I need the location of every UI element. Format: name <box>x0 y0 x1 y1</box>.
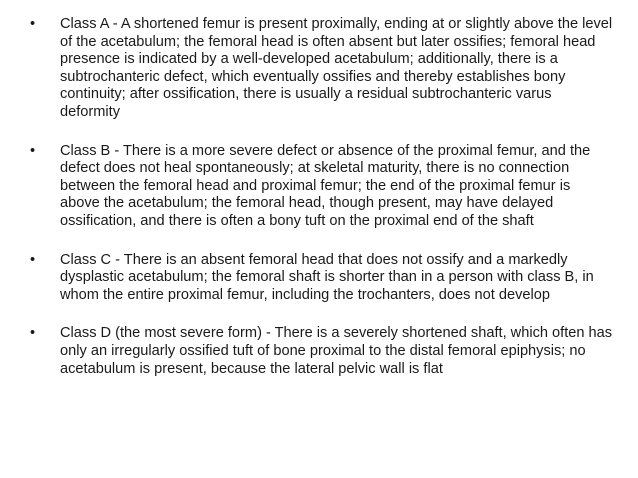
bullet-list <box>30 16 614 399</box>
bullet-item-class-a <box>30 16 614 122</box>
bullet-text: Class D (the most severe form) - There is a severely shortened shaft, which often has only an irregularly ossified tuft of bone proximal to the distal femoral epiphysis; no acetabulum is present, because the lateral pelvic wall is flat <box>60 325 613 377</box>
bullet-icon: • <box>30 251 36 268</box>
bullet-item-class-c <box>30 252 614 305</box>
bullet-item-class-d <box>30 325 614 378</box>
bullet-text: Class C - There is an absent femoral head that does not ossify and a markedly dysplastic acetabulum; the femoral shaft is shorter than in a person with class B, in whom the entire proximal femur, including the trochanters, does not develop <box>60 251 594 303</box>
bullet-icon: • <box>30 142 36 159</box>
bullet-icon: • <box>30 325 36 342</box>
bullet-text: Class A - A shortened femur is present proximally, ending at or slightly above the level of the acetabulum; the femoral head is often absent but later ossifies; femoral head presence is indicated by a well-developed acetabulum; additionally, there is a subtrochanteric defect, which eventually ossifies and thereby establishes bony continuity; after ossification, there is usually a residual subtrochanteric varus deformity <box>60 16 613 120</box>
bullet-text: Class B - There is a more severe defect or absence of the proximal femur, and the defect does not heal spontaneously; at skeletal maturity, there is no connection between the femoral head and proximal femur; the end of the proximal femur is above the acetabulum; the femoral head, though present, may have delayed ossification, and there is often a bony tuft on the proximal end of the shaft <box>60 142 591 229</box>
bullet-item-class-b <box>30 143 614 231</box>
bullet-icon: • <box>30 16 36 32</box>
